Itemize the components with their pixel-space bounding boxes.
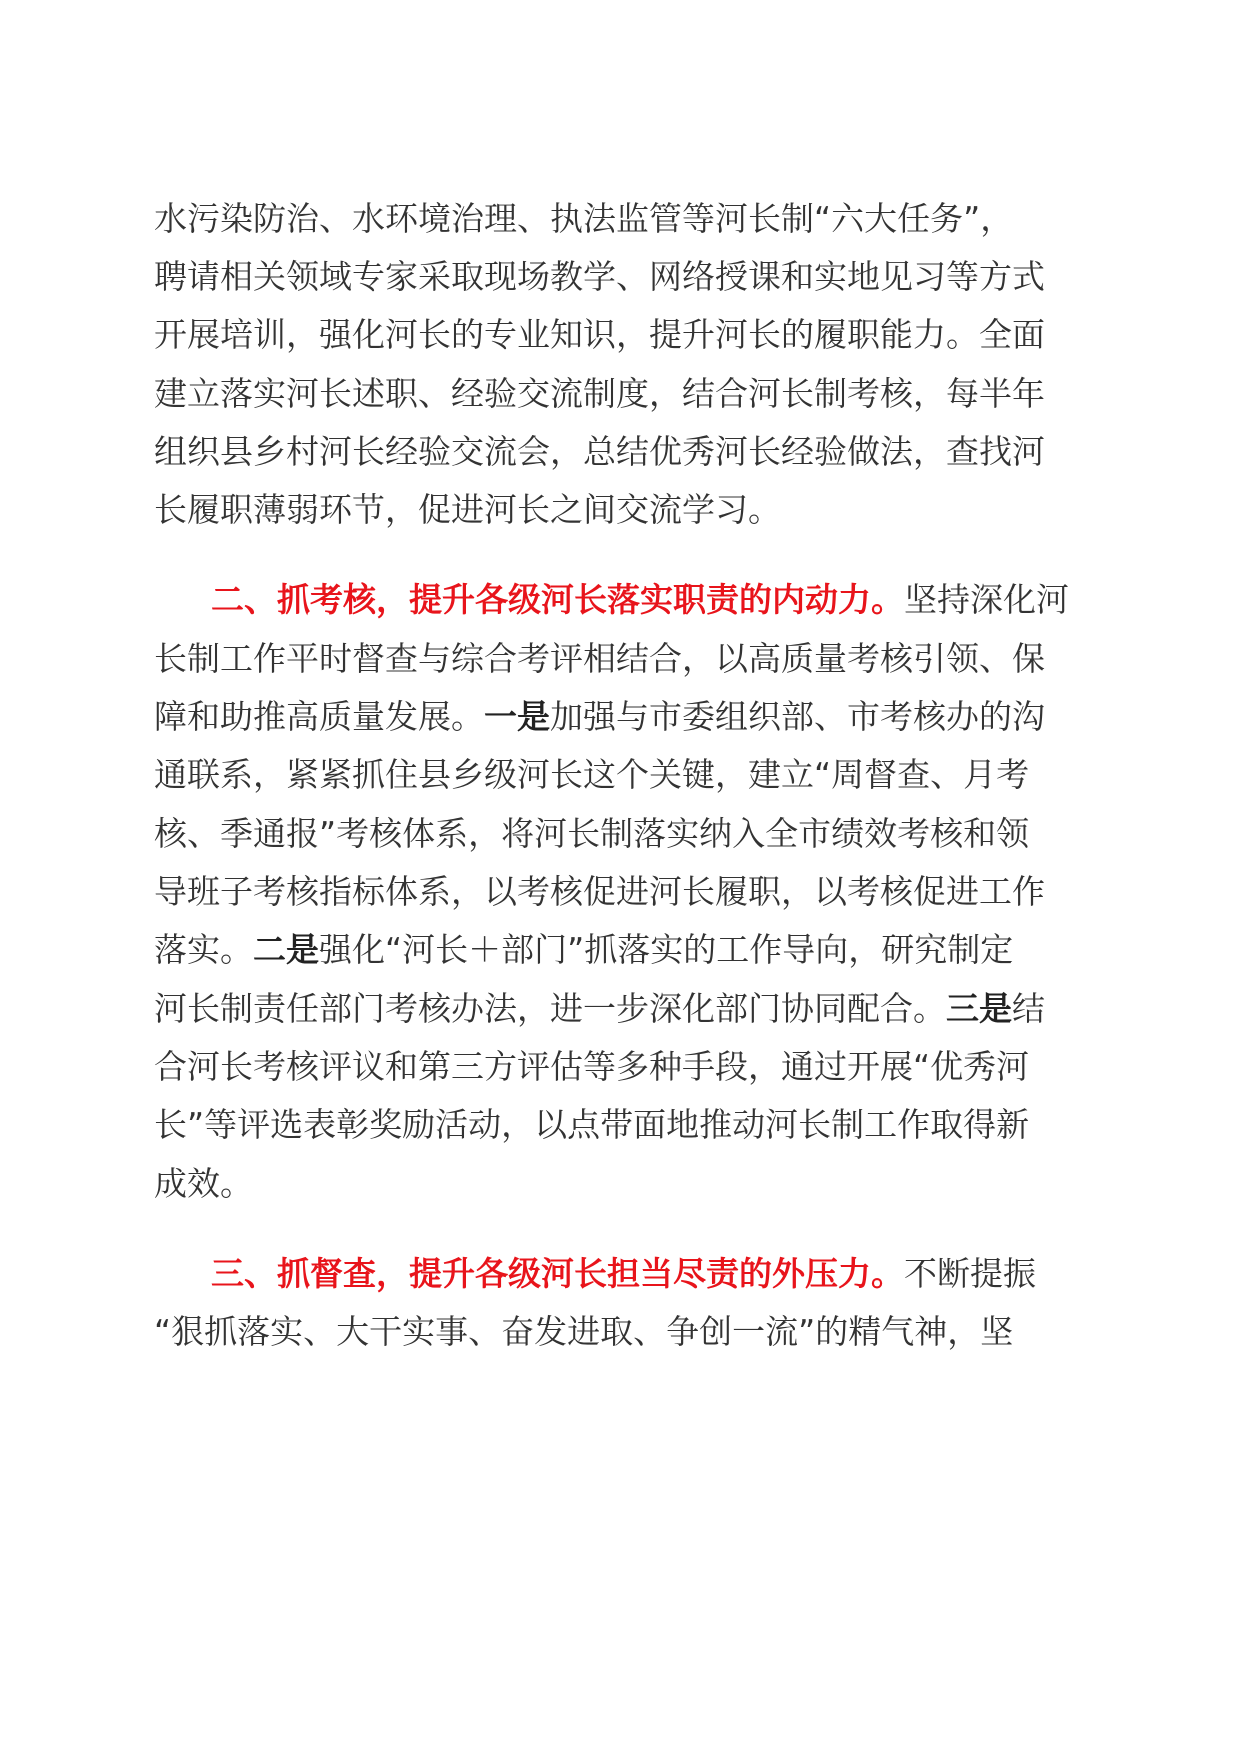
paragraph1-line: 长履职薄弱环节，促进河长之间交流学习。: [154, 490, 781, 529]
paragraph1-line: 组织县乡村河长经验交流会，总结优秀河长经验做法，查找河: [154, 432, 1045, 471]
section-heading-three: 三、抓督查，提升各级河长担当尽责的外压力。: [211, 1254, 904, 1293]
paragraph2-text: 结: [1012, 989, 1045, 1028]
paragraph2-line: [154, 917, 1074, 983]
paragraph2-text: 坚持深化河: [904, 580, 1069, 619]
paragraph2-text: 落实。: [154, 930, 253, 969]
paragraph1-line: 开展培训，强化河长的专业知识，提升河长的履职能力。全面: [154, 315, 1045, 354]
paragraph2-line: 导班子考核指标体系，以考核促进河长履职，以考核促进工作: [154, 872, 1045, 911]
point-one-label: 一是: [484, 697, 550, 736]
paragraph2-line: 核、季通报”考核体系，将河长制落实纳入全市绩效考核和领: [154, 814, 1030, 853]
paragraph2-line: 通联系，紧紧抓住县乡级河长这个关键，建立“周督查、月考: [154, 755, 1030, 794]
paragraph3-line: “狠抓落实、大干实事、奋发进取、争创一流”的精气神，坚: [154, 1312, 1014, 1351]
paragraph2-line: 成效。: [154, 1164, 253, 1203]
paragraph1-line: 水污染防治、水环境治理、执法监管等河长制“六大任务”，: [154, 199, 1014, 238]
paragraph2-line: [154, 684, 1074, 750]
paragraph2-line: 长制工作平时督查与综合考评相结合，以高质量考核引领、保: [154, 639, 1045, 678]
paragraph1-line: 建立落实河长述职、经验交流制度，结合河长制考核，每半年: [154, 374, 1045, 413]
paragraph2-text: 加强与市委组织部、市考核办的沟: [550, 697, 1045, 736]
paragraph1-line: 聘请相关领域专家采取现场教学、网络授课和实地见习等方式: [154, 257, 1045, 296]
paragraph2-text: 障和助推高质量发展。: [154, 697, 484, 736]
paragraph2-first-line: [211, 567, 1074, 633]
paragraph2-line: 合河长考核评议和第三方评估等多种手段，通过开展“优秀河: [154, 1047, 1030, 1086]
point-three-label: 三是: [946, 989, 1012, 1028]
point-two-label: 二是: [253, 930, 319, 969]
paragraph2-text: 强化“河长＋部门”抓落实的工作导向，研究制定: [319, 930, 1014, 969]
paragraph2-line: [154, 976, 1074, 1042]
paragraph2-line: 长”等评选表彰奖励活动，以点带面地推动河长制工作取得新: [154, 1105, 1030, 1144]
paragraph3-first-line: [211, 1241, 1074, 1307]
paragraph2-text: 河长制责任部门考核办法，进一步深化部门协同配合。: [154, 989, 946, 1028]
section-heading-two: 二、抓考核，提升各级河长落实职责的内动力。: [211, 580, 904, 619]
paragraph3-text: 不断提振: [904, 1254, 1036, 1293]
